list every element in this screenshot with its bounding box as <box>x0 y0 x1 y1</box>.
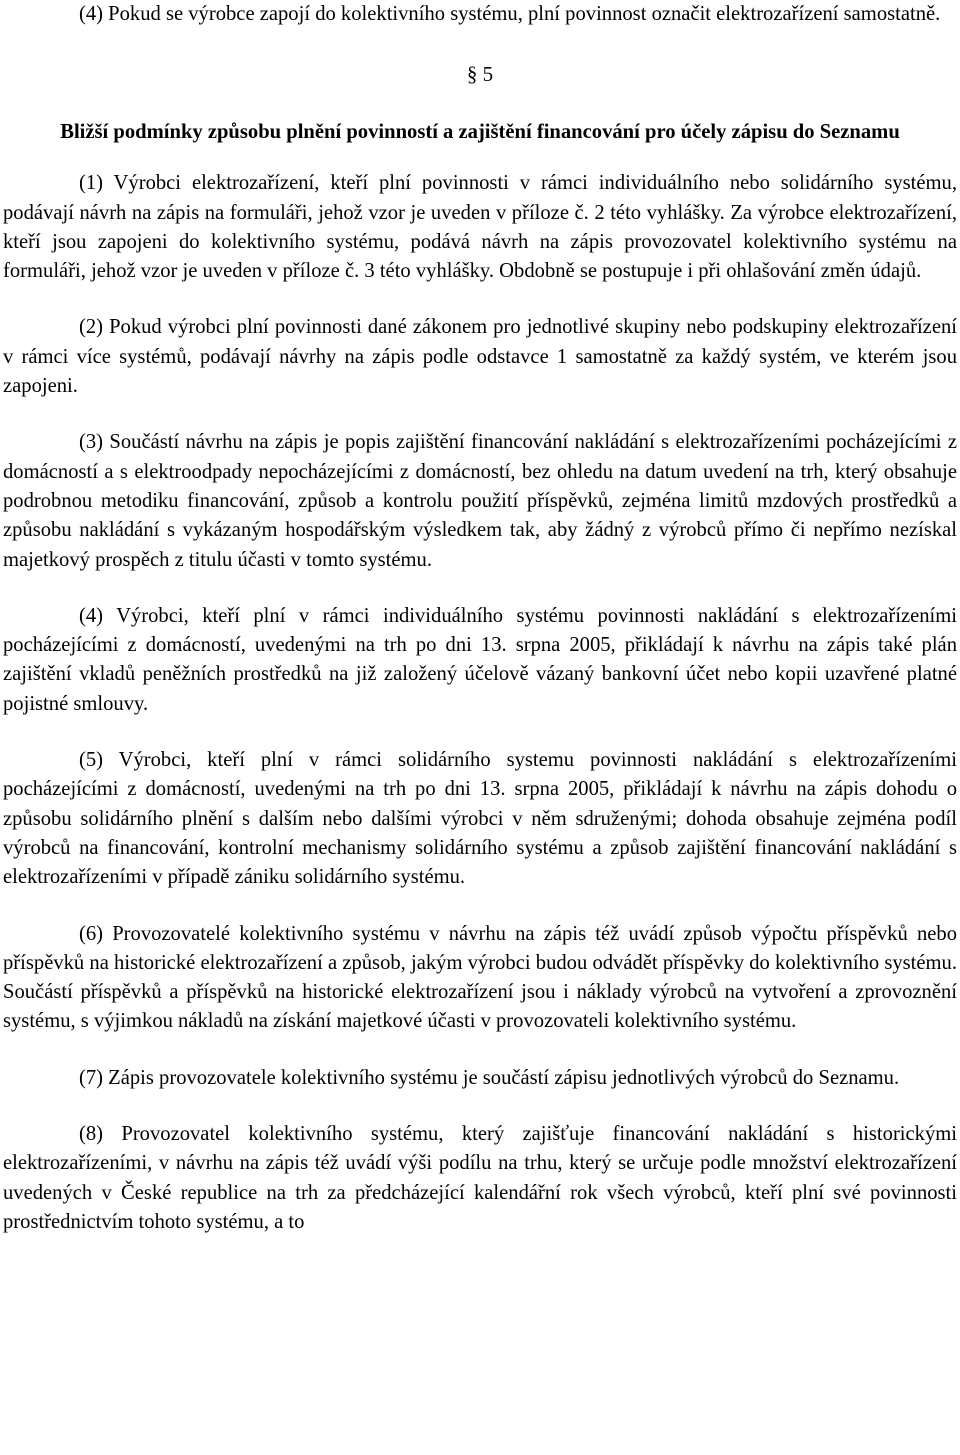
paragraph-3: (3) Součástí návrhu na zápis je popis zajištění financování nakládání s elektrozařízeními pocházejícími z domácností a s elektroodpady nepocházejícími z domácností, bez ohledu na datum uvedení na trh, který obsahuje podrobnou metodiku financování, způsob a kontrolu použití příspěvků, zejména limitů mzdových prostředků a způsobu nakládání s vykázaným hospodářským výsledkem tak, aby žádný z výrobců přímo či nepřímo nezískal majetkový prospěch z titulu účasti v tomto systému. <box>3 431 957 571</box>
paragraph-5: (5) Výrobci, kteří plní v rámci solidárního systemu povinnosti nakládání s elektrozařízeními pocházejícími z domácností, uvedenými na trh po dni 13. srpna 2005, přikládají k návrhu na zápis dohodu o způsobu solidárního plnění s dalším nebo dalšími výrobci v něm sdruženými; dohoda obsahuje zejména podíl výrobců na financování, kontrolní mechanismy solidárního systému a způsob zajištění financování nakládání s elektrozařízeními v případě zániku solidárního systému. <box>3 749 957 889</box>
paragraph-2: (2) Pokud výrobci plní povinnosti dané zákonem pro jednotlivé skupiny nebo podskupiny elektrozařízení v rámci více systémů, podávají návrhy na zápis podle odstavce 1 samostatně za každý systém, ve kterém jsou zapojeni. <box>3 316 957 398</box>
section-number: § 5 <box>466 62 494 87</box>
section-heading: Bližší podmínky způsobu plnění povinností a zajištění financování pro účely zápisu do Seznamu <box>60 121 900 144</box>
paragraph-7: (7) Zápis provozovatele kolektivního systému je součástí zápisu jednotlivých výrobců do Seznamu. <box>79 1066 900 1089</box>
paragraph-6: (6) Provozovatelé kolektivního systému v návrhu na zápis též uvádí způsob výpočtu příspěvků nebo příspěvků na historické elektrozařízení a způsob, jakým výrobci budou odvádět příspěvky do kolektivního systému. Součástí příspěvků a příspěvků na historické elektrozařízení jsou i náklady výrobců na vytvoření a zprovoznění systému, s výjimkou nákladů na získání majetkové účasti v provozovateli kolektivního systému. <box>3 922 957 1033</box>
paragraph-4: (4) Výrobci, kteří plní v rámci individuálního systému povinnosti nakládání s elektrozařízeními pocházejícími z domácností, uvedenými na trh po dni 13. srpna 2005, přikládají k návrhu na zápis také plán zajištění vkladů peněžních prostředků na již založený účelově vázaný bankovní účet nebo kopii uzavřené platné pojistné smlouvy. <box>3 604 957 715</box>
intro-paragraph: (4) Pokud se výrobce zapojí do kolektivního systému, plní povinnost označit elektrozařízení samostatně. <box>79 3 941 25</box>
paragraph-8: (8) Provozovatel kolektivního systému, který zajišťuje financování nakládání s historickými elektrozařízeními, v návrhu na zápis též uvádí výši podílu na trhu, který se určuje podle množství elektrozařízení uvedených v České republice na trh za předcházející kalendářní rok všech výrobců, kteří plní své povinnosti prostřednictvím tohoto systému, a to <box>3 1123 957 1233</box>
paragraph-1: (1) Výrobci elektrozařízení, kteří plní povinnosti v rámci individuálního nebo solidárního systému, podávají návrh na zápis na formuláři, jehož vzor je uveden v příloze č. 2 této vyhlášky. Za výrobce elektrozařízení, kteří jsou zapojeni do kolektivního systému, podává návrh na zápis provozovatel kolektivního systému na formuláři, jehož vzor je uveden v příloze č. 3 této vyhlášky. Obdobně se postupuje i při ohlašování změn údajů. <box>3 172 957 283</box>
